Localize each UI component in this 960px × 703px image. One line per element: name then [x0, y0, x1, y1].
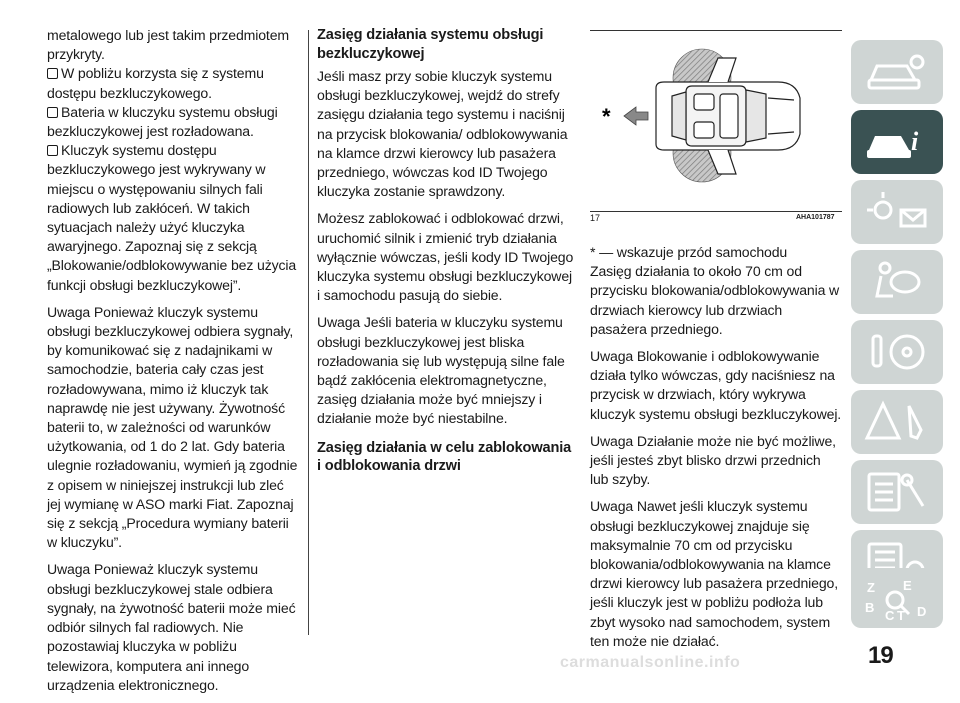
note-paragraph: Uwaga Działanie może nie być możliwe, jeśli jesteś zbyt blisko drzwi przednich lub szyby.: [590, 432, 836, 488]
tab-emergency[interactable]: [851, 390, 943, 454]
checkbox-bullet-icon: [47, 107, 58, 118]
front-arrow-icon: [624, 107, 648, 125]
tab-car-info[interactable]: [851, 110, 943, 174]
figure-code: AHA101787: [796, 214, 835, 221]
tab-lights-warnings[interactable]: [851, 180, 943, 244]
car-range-diagram: [590, 28, 842, 233]
tab-maintenance[interactable]: [851, 460, 943, 524]
paragraph: Zasięg działania to około 70 cm od przycisku blokowania/odblokowywania w drzwiach kierowcy lub drzwiach pasażera przedniego.: [590, 263, 840, 337]
svg-text:B: B: [865, 600, 875, 615]
text-column-2: [317, 26, 575, 480]
car-info-icon: [863, 120, 931, 164]
bullet-item: W pobliżu korzysta się z systemu dostępu bezkluczykowego.: [47, 65, 264, 101]
maintenance-list-icon: [863, 470, 931, 514]
airbag-safety-icon: [863, 260, 931, 304]
text-column-1: [47, 26, 299, 703]
tab-dashboard[interactable]: [851, 40, 943, 104]
figure-number: 17: [590, 213, 601, 223]
note-paragraph: Uwaga Ponieważ kluczyk systemu obsługi bezkluczykowej stale odbiera sygnały, na żywotność baterii może mieć odbiór silnych fal radiowych. Nie pozostawiaj kluczyka w pobliżu telewizora, komputera ani innego urządzenia elektronicznego.: [47, 561, 296, 693]
front-marker-star: *: [602, 104, 611, 129]
svg-text:i: i: [911, 127, 919, 156]
svg-text:Z: Z: [867, 580, 875, 595]
page-number: 19: [868, 642, 893, 669]
checkbox-bullet-icon: [47, 68, 58, 79]
paragraph: Możesz zablokować i odblokować drzwi, uruchomić silnik i zmienić tryb działania wyłącznie wówczas, jeśli kody ID Twojego kluczyka systemu obsługi bezkluczykowej i samochodu pasują do siebie.: [317, 210, 574, 304]
text-column-3: [590, 243, 842, 659]
alphabetical-index-icon: [863, 578, 931, 622]
paragraph-intro: metalowego lub jest takim przedmiotem przykryty.: [47, 27, 289, 63]
svg-text:D: D: [917, 604, 927, 619]
watermark: carmanualsonline.info: [560, 654, 741, 671]
note-paragraph: Uwaga Jeśli bateria w kluczyku systemu obsługi bezkluczykowej jest bliska rozładowania się lub występują silne fale bądź zakłócenia elektromagnetyczne, zasięg działania może być mniejszy i działanie może być niestabilne.: [317, 314, 565, 427]
svg-text:T: T: [897, 608, 905, 622]
note-paragraph: Uwaga Ponieważ kluczyk systemu obsługi bezkluczykowej odbiera sygnały, by komunikować się z nadajnikami w samochodzie, bateria cały czas jest rozładowywana, mimo iż kluczyk tak naprawdę nie jest używany. Żywotność baterii to, w zależności od warunków użytkowania, od 1 do 2 lat. Gdy bateria ulegnie rozładowaniu, wymień ją zgodnie z opisem w niniejszej instrukcji lub zleć jej wymianę w ASO marki Fiat. Zapoznaj się z sekcją „Procedura wymiany baterii w kluczyku”.: [47, 303, 298, 551]
tab-safety[interactable]: [851, 250, 943, 314]
section-heading: Zasięg działania w celu zablokowania i odblokowania drzwi: [317, 439, 572, 475]
steering-start-icon: [863, 330, 931, 374]
lights-warning-icon: [863, 190, 931, 234]
svg-text:E: E: [903, 578, 912, 593]
column-divider: [308, 30, 309, 635]
section-heading: Zasięg działania systemu obsługi bezkluczykowej: [317, 27, 544, 62]
figure-legend: * — wskazuje przód samochodu: [590, 244, 788, 260]
car-dashboard-icon: [863, 50, 931, 94]
figure-bottom-rule: [590, 211, 842, 212]
warning-triangle-tools-icon: [863, 400, 931, 444]
bullet-item: Bateria w kluczyku systemu obsługi bezkluczykowej jest rozładowana.: [47, 103, 278, 140]
svg-text:C: C: [885, 608, 895, 622]
note-paragraph: Uwaga Nawet jeśli kluczyk systemu obsługi bezkluczykowej znajduje się maksymalnie 70 cm od przycisku blokowania/odblokowywania na klamce drzwi kierowcy lub pasażera przedniego, jeśli kluczyk jest w pobliżu podłoża lub zbyt wysoko nad samochodem, system ten może nie działać.: [590, 498, 838, 649]
tab-index[interactable]: [851, 568, 943, 628]
tab-starting-driving[interactable]: [851, 320, 943, 384]
note-paragraph: Uwaga Blokowanie i odblokowywanie działa tylko wówczas, gdy naciśniesz na przycisk w drzwiach, który wykrywa kluczyk systemu obsługi bezkluczykowej.: [590, 348, 842, 422]
paragraph: Jeśli masz przy sobie kluczyk systemu obsługi bezkluczykowej, wejdź do strefy zasięgu działania tego systemu i naciśnij na przycisk blokowania/ odblokowywania na klamce drzwi kierowcy lub pasażera przedniego, wówczas kod ID Twojego kluczyka zostanie sprawdzony.: [317, 68, 568, 200]
bullet-item: Kluczyk systemu dostępu bezkluczykowego jest wykrywany w miejscu o występowaniu silnych fali radiowych lub zakłóceń. W takich sytuacjach należy użyć kluczyka awaryjnego. Zapoznaj się z sekcją „Blokowanie/odblokowywanie bez użycia funkcji obsługi bezkluczykowej”.: [47, 142, 297, 293]
checkbox-bullet-icon: [47, 145, 58, 156]
